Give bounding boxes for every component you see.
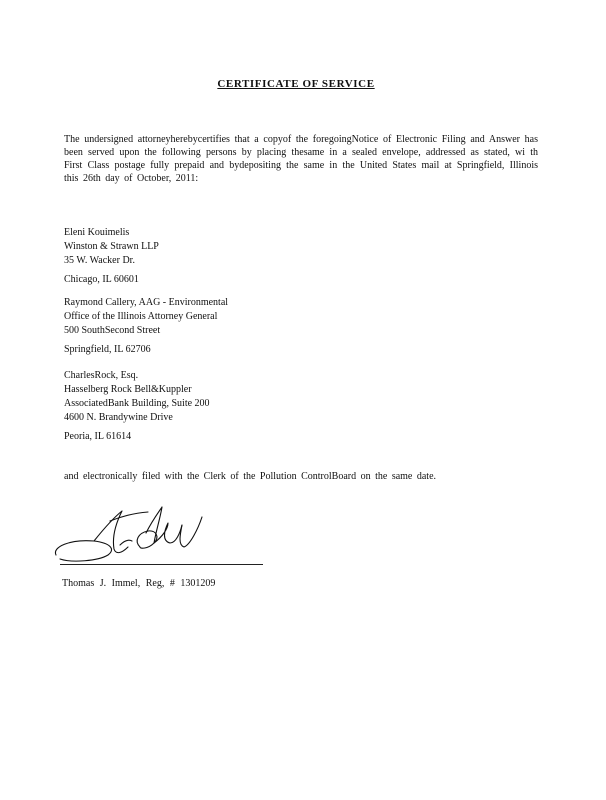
recipient-1-line-1: Eleni Kouimelis bbox=[64, 227, 130, 238]
service-statement: The undersigned attorneyherebycertifies that a copyof the foregoingNotice of Electronic Filing and Answer has been served upon the following persons by placing thesame in a sealed envelope, addressed as stated, wi th First Class postage fully prepaid and bydepositing the same in the United States mail at Springfield, Illinois this 26th day of October, 2011: bbox=[64, 134, 538, 184]
recipient-3-line-3: AssociatedBank Building, Suite 200 bbox=[64, 398, 210, 409]
recipient-3-line-2: Hasselberg Rock Bell&Kuppler bbox=[64, 384, 192, 395]
recipient-1-line-3: 35 W. Wacker Dr. bbox=[64, 255, 135, 266]
recipient-block-2 bbox=[64, 296, 228, 357]
handwritten-signature bbox=[50, 503, 250, 565]
signature-line bbox=[60, 564, 263, 565]
recipient-2-city: Springfield, IL 62706 bbox=[64, 344, 151, 355]
recipient-block-1 bbox=[64, 226, 159, 287]
recipient-2-line-1: Raymond Callery, AAG - Environmental bbox=[64, 297, 229, 308]
signer-name: Thomas J. Immel, Reg, # 1301209 bbox=[62, 578, 216, 589]
recipient-2-line-3: 500 SouthSecond Street bbox=[64, 325, 161, 336]
recipient-3-line-1: CharlesRock, Esq. bbox=[64, 370, 139, 381]
certificate-title: CERTIFICATE OF SERVICE bbox=[217, 78, 375, 90]
recipient-block-3 bbox=[64, 369, 210, 444]
recipient-3-line-4: 4600 N. Brandywine Drive bbox=[64, 412, 173, 423]
recipient-1-line-2: Winston & Strawn LLP bbox=[64, 241, 159, 252]
closing-statement: and electronically filed with the Clerk of the Pollution ControlBoard on the same date. bbox=[64, 471, 437, 482]
recipient-1-city: Chicago, IL 60601 bbox=[64, 274, 139, 285]
recipient-3-city: Peoria, IL 61614 bbox=[64, 431, 132, 442]
recipient-2-line-2: Office of the Illinois Attorney General bbox=[64, 311, 218, 322]
